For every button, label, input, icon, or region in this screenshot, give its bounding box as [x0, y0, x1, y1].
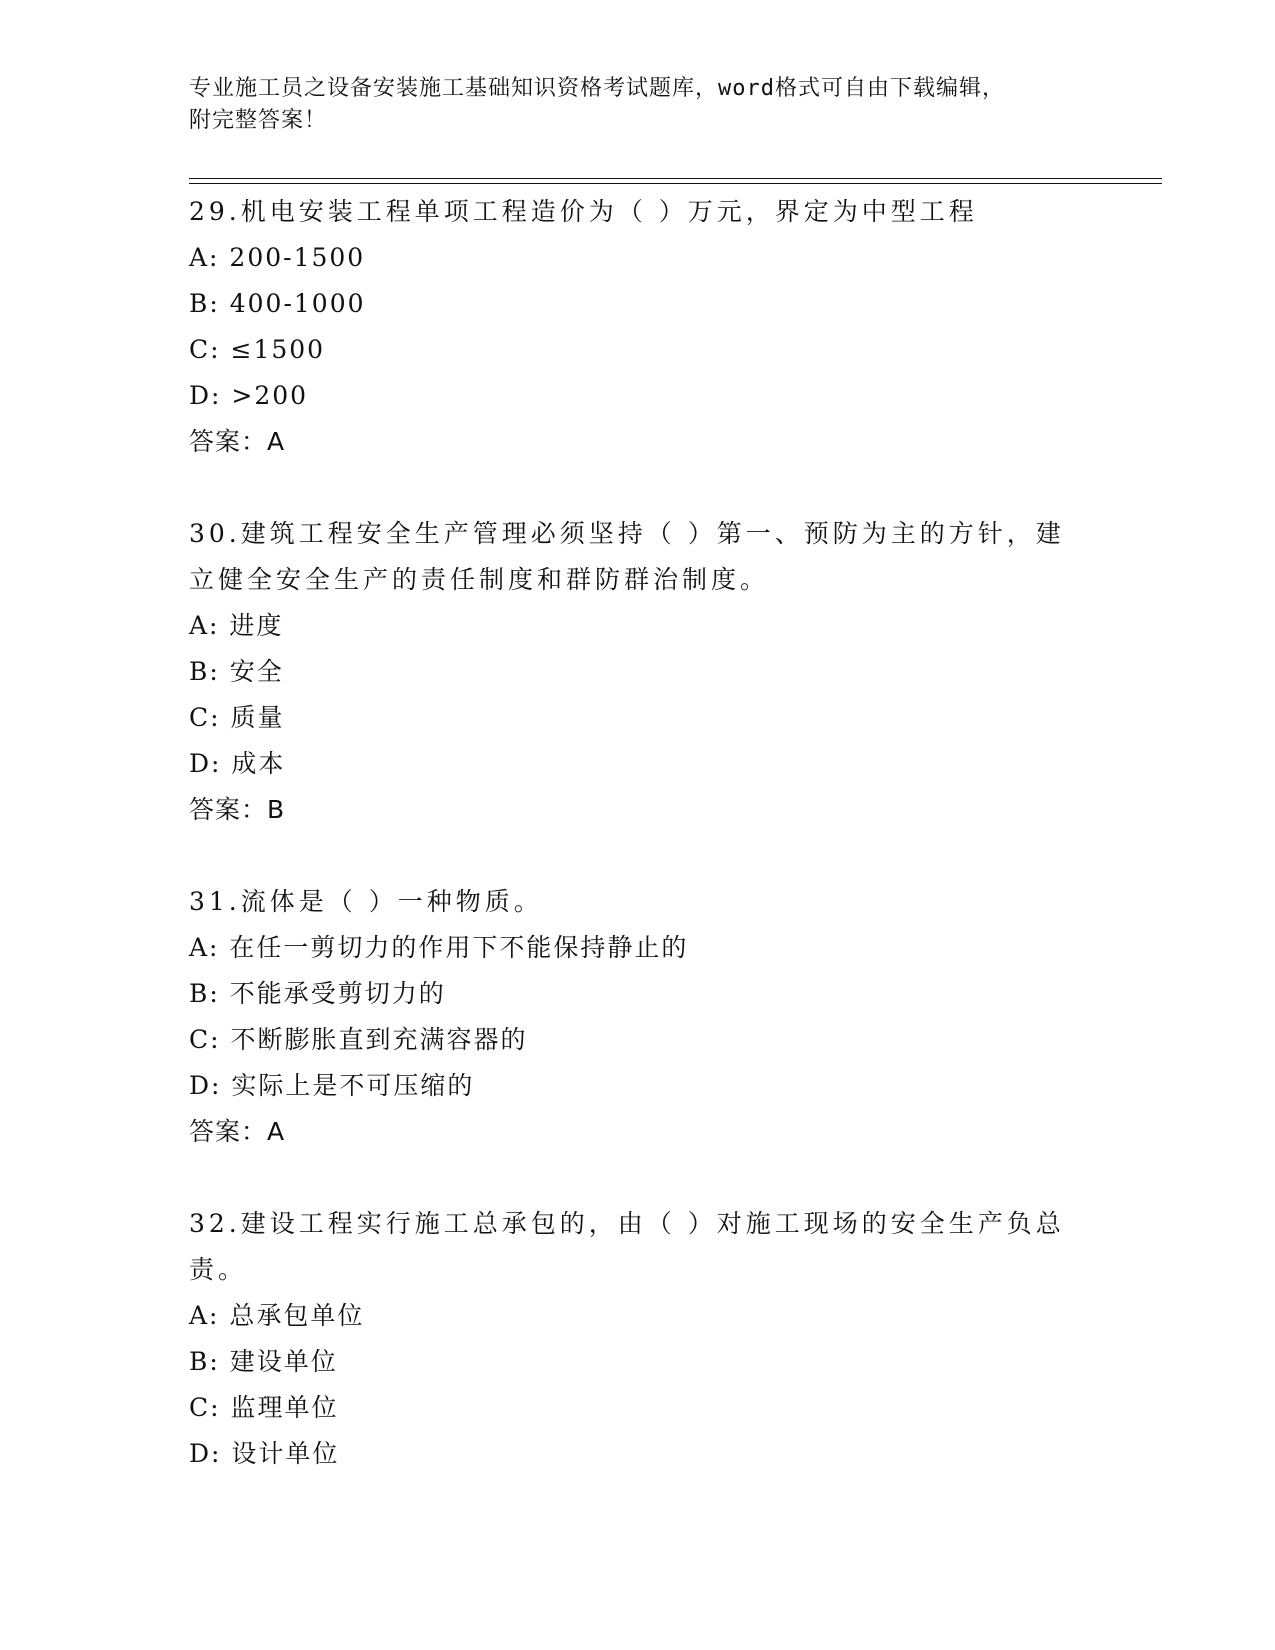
question-stem: 29.机电安装工程单项工程造价为（ ）万元，界定为中型工程 [189, 197, 978, 226]
header-line-2: 附完整答案！ [189, 108, 328, 133]
header-line-1: 专业施工员之设备安装施工基础知识资格考试题库，word格式可自由下载编辑， [189, 76, 1005, 101]
option-d: D: 成本 [189, 749, 286, 778]
question-29 [189, 189, 1089, 465]
answer: 答案：B [189, 795, 286, 824]
question-30 [189, 511, 1089, 833]
option-a: A: 进度 [189, 611, 284, 640]
answer: 答案：A [189, 427, 286, 456]
option-b: B: 不能承受剪切力的 [189, 979, 446, 1008]
option-b: B: 建设单位 [189, 1347, 338, 1376]
option-d: D: 设计单位 [189, 1439, 340, 1468]
answer: 答案：A [189, 1117, 286, 1146]
question-stem: 31.流体是（ ）一种物质。 [189, 887, 543, 916]
option-c: C: 监理单位 [189, 1393, 339, 1422]
question-stem: 30.建筑工程安全生产管理必须坚持（ ）第一、预防为主的方针，建 [189, 519, 1065, 548]
option-d: D: >200 [189, 381, 309, 410]
question-stem-continuation: 立健全安全生产的责任制度和群防群治制度。 [189, 565, 770, 594]
option-c: C: 质量 [189, 703, 285, 732]
question-list [189, 189, 1089, 1523]
option-a: A: 在任一剪切力的作用下不能保持静止的 [189, 933, 689, 962]
option-c: C: ≤1500 [189, 335, 326, 364]
option-c: C: 不断膨胀直到充满容器的 [189, 1025, 528, 1054]
question-32 [189, 1201, 1089, 1477]
header-divider-bottom [189, 183, 1162, 184]
document-header [189, 73, 1069, 137]
question-stem-continuation: 责。 [189, 1255, 248, 1284]
header-divider-top [189, 178, 1162, 179]
option-b: B: 400-1000 [189, 289, 366, 318]
option-a: A: 总承包单位 [189, 1301, 365, 1330]
option-d: D: 实际上是不可压缩的 [189, 1071, 475, 1100]
question-31 [189, 879, 1089, 1155]
option-b: B: 安全 [189, 657, 284, 686]
question-stem: 32.建设工程实行施工总承包的，由（ ）对施工现场的安全生产负总 [189, 1209, 1065, 1238]
option-a: A: 200-1500 [189, 243, 366, 272]
